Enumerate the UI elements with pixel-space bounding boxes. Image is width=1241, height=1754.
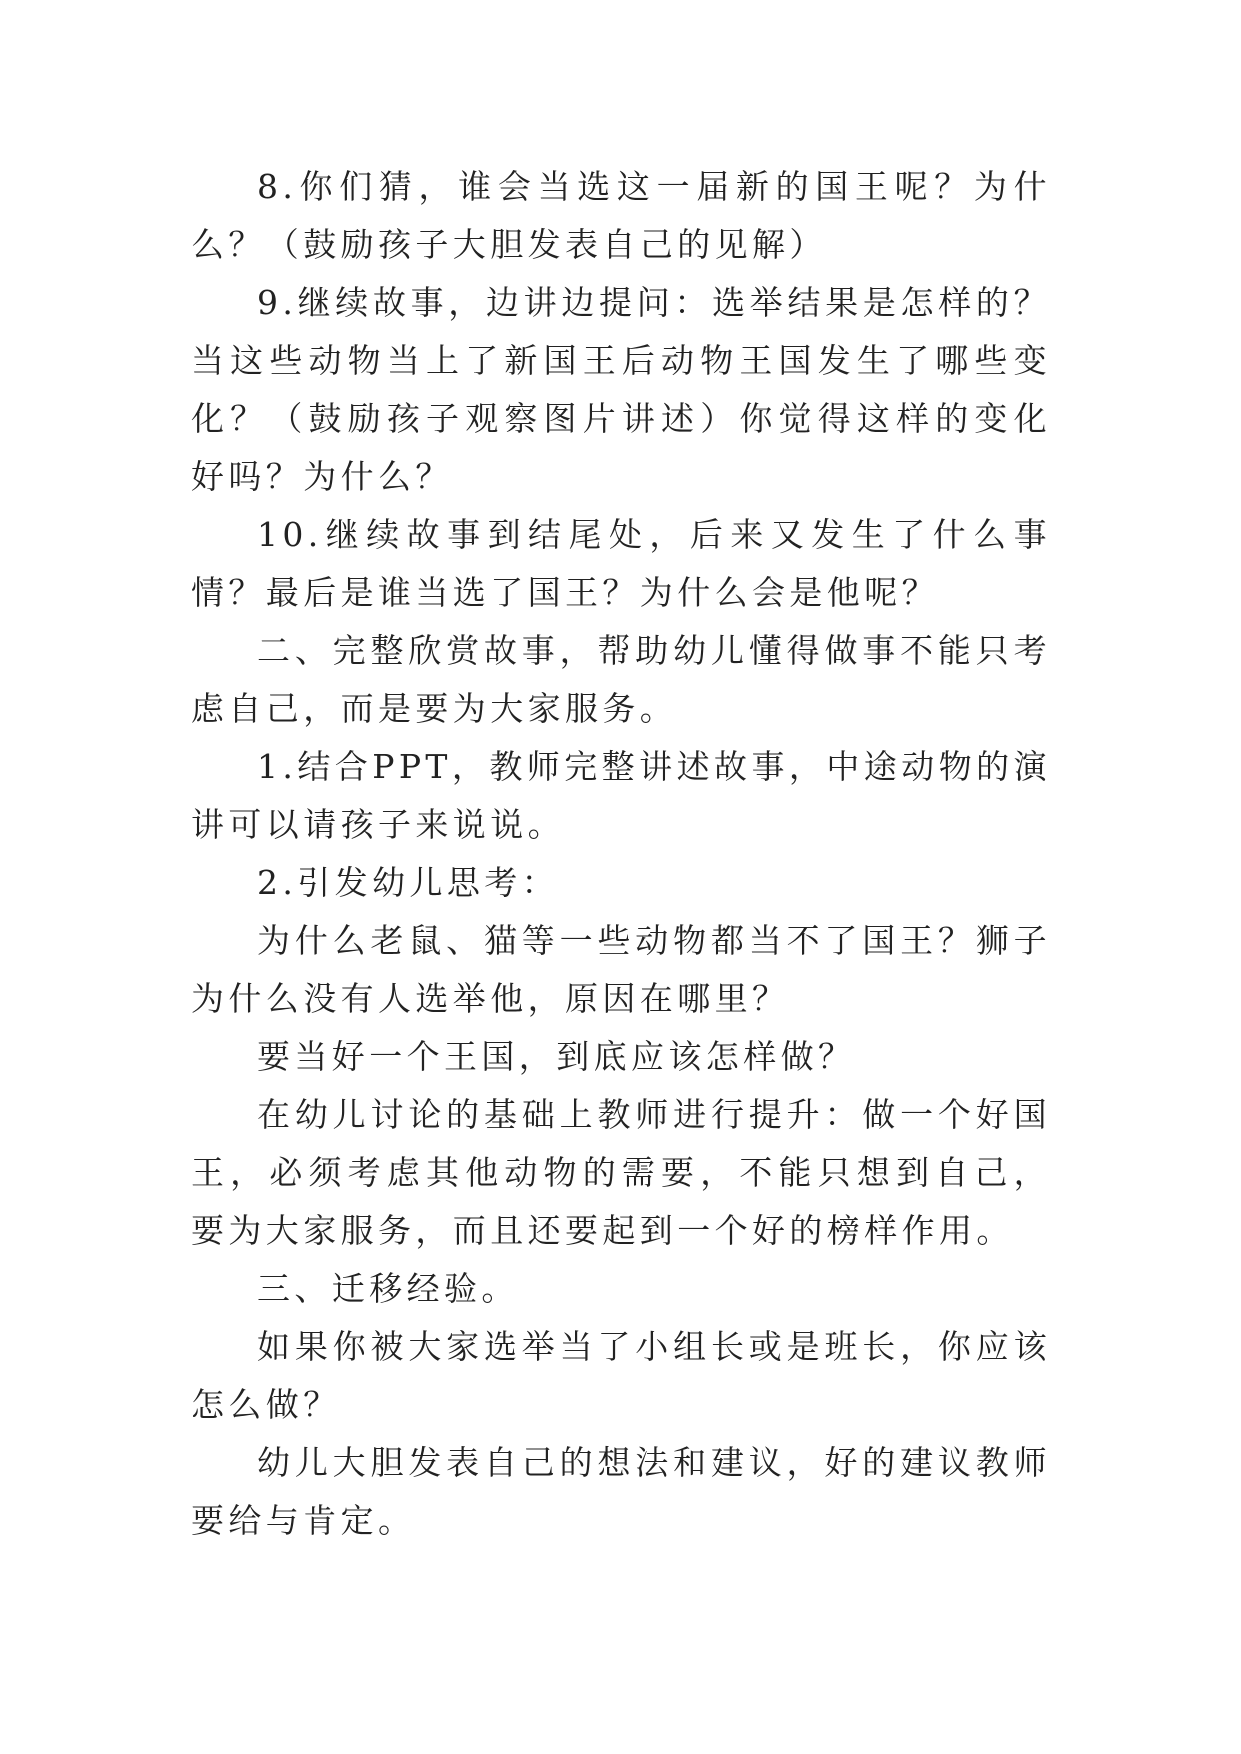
paragraph-closing: 幼儿大胆发表自己的想法和建议，好的建议教师要给与肯定。 bbox=[191, 1443, 1051, 1540]
document-body bbox=[191, 158, 1051, 1550]
paragraph-question-8: 8.你们猜，谁会当选这一届新的国王呢？为什么？（鼓励孩子大胆发表自己的见解） bbox=[191, 167, 1051, 264]
paragraph-question-9: 9.继续故事，边讲边提问：选举结果是怎样的？当这些动物当上了新国王后动物王国发生了哪些变化？（鼓励孩子观察图片讲述）你觉得这样的变化好吗？为什么？ bbox=[191, 283, 1051, 496]
section-heading-3: 三、迁移经验。 bbox=[257, 1269, 519, 1308]
paragraph-question-10: 10.继续故事到结尾处，后来又发生了什么事情？最后是谁当选了国王？为什么会是他呢？ bbox=[191, 515, 1051, 612]
paragraph-step-2: 2.引发幼儿思考： bbox=[257, 863, 560, 902]
section-heading-2: 二、完整欣赏故事，帮助幼儿懂得做事不能只考虑自己，而是要为大家服务。 bbox=[191, 631, 1051, 728]
paragraph-discussion-question-1: 为什么老鼠、猫等一些动物都当不了国王？狮子为什么没有人选举他，原因在哪里？ bbox=[191, 921, 1051, 1018]
paragraph-step-1: 1.结合PPT，教师完整讲述故事，中途动物的演讲可以请孩子来说说。 bbox=[191, 747, 1051, 844]
paragraph-transfer-question: 如果你被大家选举当了小组长或是班长，你应该怎么做？ bbox=[191, 1327, 1051, 1424]
paragraph-discussion-question-2: 要当好一个王国，到底应该怎样做？ bbox=[257, 1037, 856, 1076]
paragraph-teacher-summary: 在幼儿讨论的基础上教师进行提升：做一个好国王，必须考虑其他动物的需要，不能只想到自己，要为大家服务，而且还要起到一个好的榜样作用。 bbox=[191, 1095, 1051, 1250]
